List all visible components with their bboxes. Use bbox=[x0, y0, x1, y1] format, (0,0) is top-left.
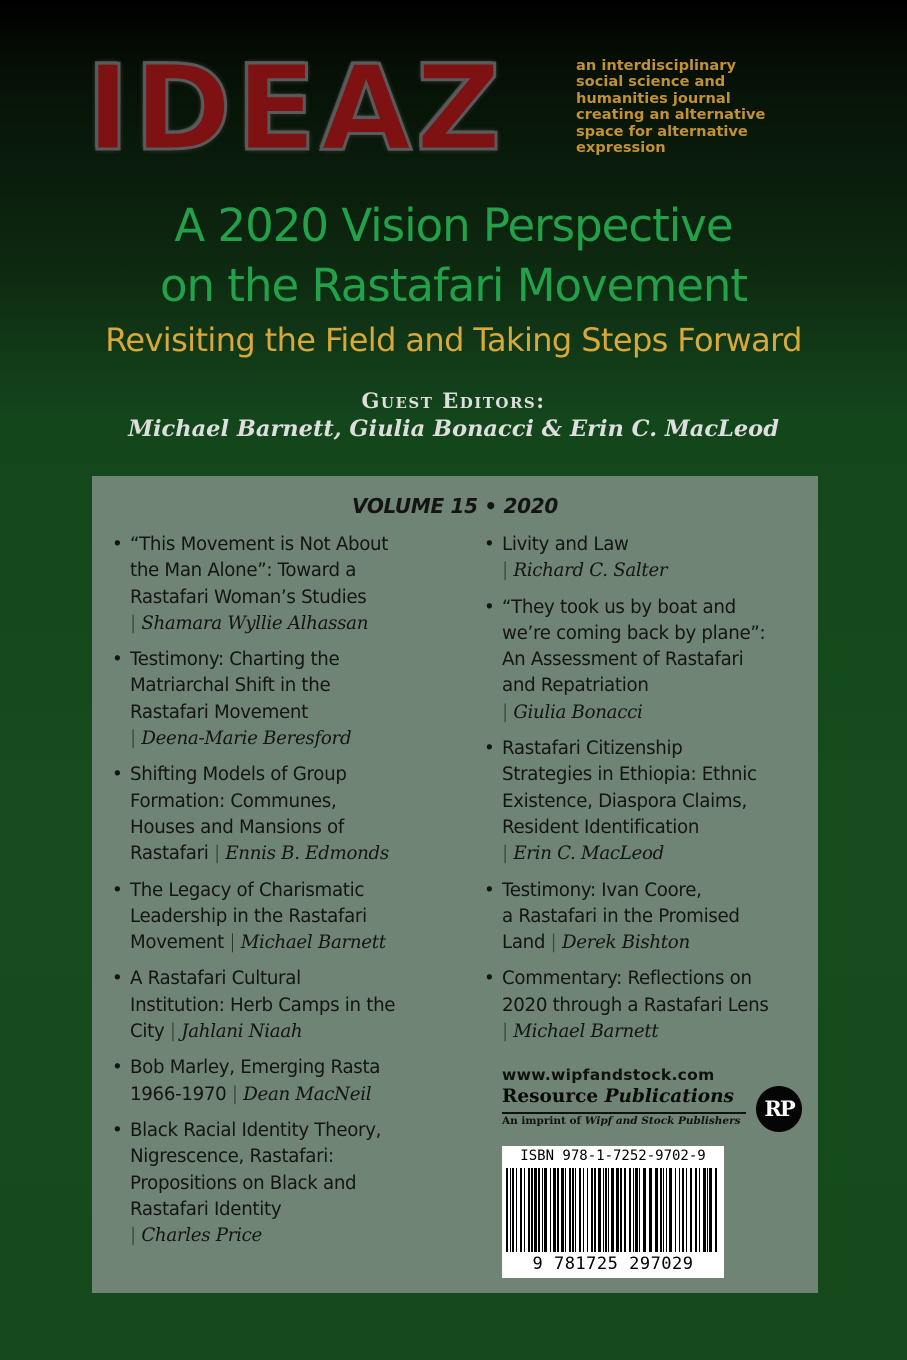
barcode-bar bbox=[703, 1168, 706, 1252]
toc-title-text: Shifting Models of Group bbox=[130, 764, 347, 786]
barcode-bar bbox=[675, 1168, 676, 1252]
toc-title-text: Houses and Mansions of bbox=[130, 816, 344, 838]
toc-title-text: Propositions on Black and bbox=[130, 1172, 357, 1194]
barcode-bar bbox=[524, 1168, 525, 1252]
barcode-bar bbox=[553, 1168, 556, 1252]
toc-title-line bbox=[130, 878, 455, 904]
toc-title-text: Rastafari Movement bbox=[130, 701, 308, 723]
toc-title-text: Testimony: Ivan Coore, bbox=[502, 879, 702, 901]
toc-title-text: we’re coming back by plane”: bbox=[502, 622, 766, 644]
toc-author: Erin C. MacLeod bbox=[513, 843, 665, 865]
separator: | bbox=[502, 843, 514, 865]
toc-item bbox=[482, 595, 812, 726]
toc-title-text: 1966-1970 bbox=[130, 1083, 227, 1105]
barcode-bar bbox=[633, 1168, 634, 1252]
toc-title-text: Livity and Law bbox=[502, 534, 629, 555]
separator: | bbox=[164, 1021, 182, 1043]
barcode-bar bbox=[572, 1168, 574, 1252]
barcode-bar bbox=[715, 1168, 717, 1252]
barcode-bar bbox=[643, 1168, 646, 1252]
separator: | bbox=[502, 1021, 514, 1043]
barcode-bar bbox=[611, 1168, 614, 1252]
toc-title-line bbox=[130, 1055, 455, 1081]
toc-item bbox=[110, 647, 455, 752]
barcode-bar bbox=[583, 1168, 584, 1252]
tagline-line: creating an alternative bbox=[576, 106, 766, 124]
toc-author: Shamara Wyllie Alhassan bbox=[141, 612, 369, 634]
toc-title-line bbox=[502, 621, 812, 647]
toc-title-line bbox=[502, 966, 812, 992]
toc-item bbox=[110, 878, 455, 957]
bullet-icon: • bbox=[112, 764, 123, 786]
toc-title-line bbox=[130, 673, 455, 699]
toc-title-line bbox=[502, 789, 812, 815]
barcode-bar bbox=[516, 1168, 517, 1252]
toc-author: Deena-Marie Beresford bbox=[141, 728, 352, 750]
barcode-bar bbox=[660, 1168, 662, 1252]
bullet-icon: • bbox=[112, 968, 123, 990]
barcode-bar bbox=[591, 1168, 593, 1252]
publisher-imprint bbox=[502, 1115, 741, 1127]
barcode-bars-icon bbox=[506, 1168, 720, 1252]
toc-title-text: Rastafari Identity bbox=[130, 1198, 282, 1220]
barcode-bar bbox=[587, 1168, 588, 1252]
barcode-bar bbox=[655, 1168, 658, 1252]
barcode-bar bbox=[565, 1168, 566, 1252]
toc-title-line bbox=[130, 1019, 455, 1045]
barcode-bar bbox=[538, 1168, 540, 1252]
toc-item bbox=[482, 878, 812, 957]
separator: | bbox=[208, 843, 226, 865]
toc-title-line bbox=[130, 815, 455, 841]
toc-author-line bbox=[502, 700, 812, 726]
barcode-bar bbox=[649, 1168, 652, 1252]
barcode-bar bbox=[679, 1168, 680, 1252]
barcode-bar bbox=[629, 1168, 631, 1252]
publisher-name-part1: Resource bbox=[502, 1086, 599, 1107]
toc-title-text: Commentary: Reflections on bbox=[502, 968, 752, 990]
publisher-name-part2: Publications bbox=[604, 1086, 734, 1107]
toc-title-line bbox=[130, 993, 455, 1019]
toc-title-text: A Rastafari Cultural bbox=[130, 968, 301, 990]
toc-title-text: The Legacy of Charismatic bbox=[130, 879, 365, 901]
toc-author: Charles Price bbox=[141, 1225, 262, 1247]
toc-author-line bbox=[502, 558, 812, 584]
tagline-line: space for alternative bbox=[576, 122, 748, 140]
toc-title-text: “This Movement is Not About bbox=[130, 534, 389, 555]
tagline-line: expression bbox=[576, 139, 666, 157]
rp-logo-icon: RP bbox=[756, 1086, 802, 1132]
barcode-bar bbox=[707, 1168, 708, 1252]
barcode-bar bbox=[542, 1168, 543, 1252]
toc-title-text: Leadership in the Rastafari bbox=[130, 905, 367, 927]
toc-title-line bbox=[130, 930, 455, 956]
toc-item bbox=[110, 532, 455, 637]
toc-author: Dean MacNeil bbox=[243, 1083, 372, 1105]
toc-author: Ennis B. Edmonds bbox=[225, 843, 389, 865]
barcode-bar bbox=[690, 1168, 692, 1252]
barcode-digits: 9 781725 297029 bbox=[532, 1254, 694, 1274]
toc-title-line bbox=[502, 736, 812, 762]
toc-title-line bbox=[130, 1144, 455, 1170]
imprint-part1: An imprint of bbox=[502, 1115, 582, 1127]
toc-title-line bbox=[130, 558, 455, 584]
bullet-icon: • bbox=[112, 534, 123, 555]
barcode-bar bbox=[663, 1168, 664, 1252]
toc-author: Michael Barnett bbox=[240, 932, 386, 954]
toc-title-text: Black Racial Identity Theory, bbox=[130, 1119, 382, 1141]
barcode-bar bbox=[506, 1168, 508, 1252]
journal-tagline bbox=[576, 58, 816, 156]
guest-editors-label: Guest Editors: bbox=[361, 388, 546, 413]
toc-title-line bbox=[502, 878, 812, 904]
barcode bbox=[502, 1146, 724, 1278]
toc-item bbox=[110, 1055, 455, 1108]
separator: | bbox=[226, 1083, 244, 1105]
toc-title-text: and Repatriation bbox=[502, 675, 649, 697]
bullet-icon: • bbox=[484, 738, 495, 760]
barcode-bar bbox=[557, 1168, 559, 1252]
barcode-bar bbox=[520, 1168, 522, 1252]
isbn-text: ISBN 978-1-7252-9702-9 bbox=[520, 1148, 706, 1164]
barcode-bar bbox=[616, 1168, 619, 1252]
toc-item bbox=[110, 966, 455, 1045]
tagline-line: an interdisciplinary bbox=[576, 57, 736, 74]
toc-title-text: Resident Identification bbox=[502, 816, 700, 838]
barcode-bar bbox=[575, 1168, 576, 1252]
barcode-bar bbox=[550, 1168, 551, 1252]
publisher-name bbox=[502, 1086, 734, 1107]
toc-item bbox=[482, 966, 812, 1045]
bullet-icon: • bbox=[112, 1119, 123, 1141]
toc-title-text: Existence, Diaspora Claims, bbox=[502, 790, 747, 812]
toc-title-text: Movement bbox=[130, 932, 224, 954]
toc-title-text: Bob Marley, Emerging Rasta bbox=[130, 1057, 381, 1079]
toc-left-column bbox=[110, 532, 455, 1259]
barcode-bar bbox=[620, 1168, 622, 1252]
toc-title-line bbox=[130, 789, 455, 815]
toc-title-line bbox=[130, 1197, 455, 1223]
separator: | bbox=[130, 612, 142, 634]
toc-title-line bbox=[502, 904, 812, 930]
barcode-bar bbox=[686, 1168, 687, 1252]
barcode-bar bbox=[512, 1168, 514, 1252]
toc-title-line bbox=[130, 1171, 455, 1197]
publisher-divider bbox=[502, 1112, 746, 1114]
toc-title-text: a Rastafari in the Promised bbox=[502, 905, 740, 927]
toc-author-line bbox=[130, 611, 455, 637]
barcode-bar bbox=[598, 1168, 601, 1252]
toc-title-line bbox=[130, 841, 455, 867]
tagline-line: humanities journal bbox=[576, 89, 731, 107]
barcode-bar bbox=[666, 1168, 667, 1252]
toc-title-text: the Man Alone”: Toward a bbox=[130, 560, 357, 582]
toc-title-text: Formation: Communes, bbox=[130, 790, 337, 812]
toc-author-line bbox=[502, 841, 812, 867]
bullet-icon: • bbox=[112, 649, 123, 671]
barcode-bar bbox=[669, 1168, 672, 1252]
barcode-bar bbox=[561, 1168, 564, 1252]
toc-title-line bbox=[130, 700, 455, 726]
bullet-icon: • bbox=[112, 1057, 123, 1079]
toc-author: Derek Bishton bbox=[561, 932, 690, 954]
toc-title-line bbox=[502, 815, 812, 841]
imprint-part2: Wipf and Stock Publishers bbox=[584, 1115, 741, 1127]
toc-author-line bbox=[502, 1019, 812, 1045]
toc-title-line bbox=[130, 904, 455, 930]
toc-author: Richard C. Salter bbox=[513, 560, 668, 582]
toc-title-text: Strategies in Ethiopia: Ethnic bbox=[502, 764, 757, 786]
toc-title-text: 2020 through a Rastafari Lens bbox=[502, 994, 769, 1016]
barcode-bar bbox=[699, 1168, 700, 1252]
toc-author-line bbox=[130, 726, 455, 752]
toc-item bbox=[110, 1118, 455, 1249]
toc-title-line bbox=[502, 647, 812, 673]
toc-title-line bbox=[130, 532, 455, 558]
toc-author: Giulia Bonacci bbox=[513, 701, 643, 723]
toc-title-text: “They took us by boat and bbox=[502, 596, 736, 618]
toc-title-line bbox=[130, 585, 455, 611]
barcode-bar bbox=[594, 1168, 596, 1252]
bullet-icon: • bbox=[484, 596, 495, 618]
toc-right-column bbox=[482, 532, 812, 1055]
separator: | bbox=[223, 932, 241, 954]
barcode-bar bbox=[695, 1168, 697, 1252]
toc-title-text: Institution: Herb Camps in the bbox=[130, 994, 396, 1016]
toc-title-line bbox=[502, 595, 812, 621]
toc-author-line bbox=[130, 1223, 455, 1249]
barcode-bar bbox=[624, 1168, 626, 1252]
barcode-bar bbox=[605, 1168, 607, 1252]
toc-item bbox=[482, 736, 812, 867]
barcode-bar bbox=[579, 1168, 581, 1252]
toc-title-text: Matriarchal Shift in the bbox=[130, 675, 331, 697]
journal-logo: IDEAZ bbox=[86, 39, 506, 177]
volume-label: VOLUME 15 • 2020 bbox=[352, 494, 558, 518]
toc-title-line bbox=[130, 1082, 455, 1108]
toc-title-line bbox=[130, 762, 455, 788]
barcode-bar bbox=[682, 1168, 684, 1252]
bullet-icon: • bbox=[112, 879, 123, 901]
issue-subtitle: Revisiting the Field and Taking Steps Forward bbox=[105, 321, 802, 359]
barcode-bar bbox=[534, 1168, 537, 1252]
toc-title-line bbox=[502, 930, 812, 956]
bullet-icon: • bbox=[484, 534, 495, 555]
barcode-bar bbox=[603, 1168, 604, 1252]
toc-title-text: Rastafari Citizenship bbox=[502, 738, 683, 760]
separator: | bbox=[130, 728, 142, 750]
title-line: A 2020 Vision Perspective bbox=[174, 199, 733, 252]
toc-title-text: City bbox=[130, 1021, 165, 1043]
separator: | bbox=[502, 560, 514, 582]
toc-title-line bbox=[502, 673, 812, 699]
toc-author: Jahlani Niaah bbox=[181, 1021, 303, 1043]
bullet-icon: • bbox=[484, 879, 495, 901]
toc-title-line bbox=[130, 966, 455, 992]
bullet-icon: • bbox=[484, 968, 495, 990]
toc-title-line bbox=[130, 647, 455, 673]
barcode-bar bbox=[635, 1168, 638, 1252]
barcode-bar bbox=[608, 1168, 609, 1252]
separator: | bbox=[502, 701, 514, 723]
separator: | bbox=[545, 932, 562, 954]
contents-panel bbox=[92, 476, 818, 1293]
toc-item bbox=[110, 762, 455, 867]
toc-title-line bbox=[502, 532, 812, 558]
toc-title-text: Testimony: Charting the bbox=[130, 649, 340, 671]
barcode-bar bbox=[510, 1168, 511, 1252]
toc-title-line bbox=[130, 1118, 455, 1144]
toc-title-line bbox=[502, 762, 812, 788]
toc-title-text: Nigrescence, Rastafari: bbox=[130, 1146, 334, 1168]
barcode-bar bbox=[528, 1168, 530, 1252]
toc-title-text: An Assessment of Rastafari bbox=[502, 649, 744, 671]
barcode-bar bbox=[544, 1168, 547, 1252]
barcode-bar bbox=[569, 1168, 571, 1252]
tagline-line: social science and bbox=[576, 73, 726, 91]
toc-title-text: Rastafari Woman’s Studies bbox=[130, 586, 367, 608]
toc-title-text: Land bbox=[502, 932, 546, 954]
guest-editors-names: Michael Barnett, Giulia Bonacci & Erin C. MacLeod bbox=[128, 416, 779, 442]
barcode-bar bbox=[531, 1168, 533, 1252]
toc-title-text: Rastafari bbox=[130, 843, 209, 865]
toc-item bbox=[482, 532, 812, 585]
toc-author: Michael Barnett bbox=[513, 1021, 659, 1043]
publisher-website: www.wipfandstock.com bbox=[502, 1066, 715, 1084]
barcode-bar bbox=[709, 1168, 712, 1252]
separator: | bbox=[130, 1225, 142, 1247]
toc-title-line bbox=[502, 993, 812, 1019]
issue-title bbox=[0, 196, 907, 316]
barcode-bar bbox=[639, 1168, 640, 1252]
title-line: on the Rastafari Movement bbox=[159, 259, 748, 312]
